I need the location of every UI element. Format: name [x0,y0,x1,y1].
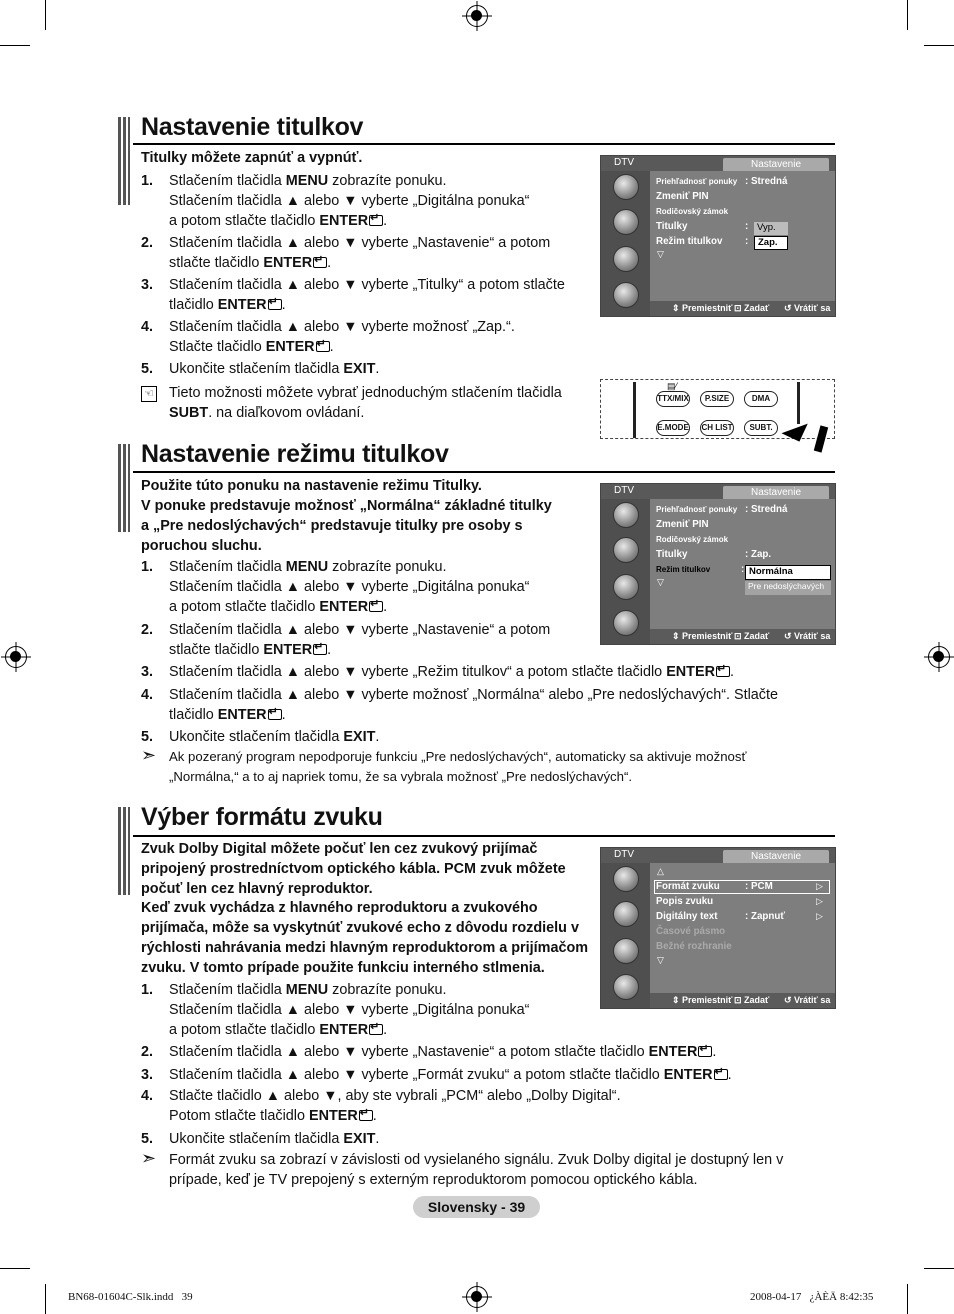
osd-menu-audio-format [600,847,836,1009]
page-number-label: Slovensky - 39 [413,1196,540,1218]
section-bar [118,807,130,895]
osd-option: Pre nedoslýchavých [745,581,831,595]
up-triangle-icon: △ [657,866,664,876]
text-segment: Stlačením tlačidla ▲ alebo ▼ vyberte možnosť „Zap.“. [169,319,515,335]
text-segment: zobrazíte ponuku. [328,559,447,575]
osd-footer-back: ↺ Vrátiť sa [784,303,831,313]
text-segment: Stlačením tlačidla ▲ alebo ▼ vyberte „Digitálna ponuka“ [169,579,530,595]
osd-dtv-label: DTV [614,485,634,496]
text-segment: „Normálna,“ a to aj napriek tomu, že sa vybrala možnosť „Pre nedoslýchavých“. [169,769,633,784]
text-line [169,191,529,211]
text-segment: ENTER [263,642,313,658]
osd-row: Priehľadnosť ponuky [656,177,738,186]
input-icon [613,974,639,1000]
step-number: 3. [141,277,154,293]
text-line [169,1170,698,1190]
osd-value: : [745,221,749,232]
intro-text: Zvuk Dolby Digital môžete počuť len cez zvukový prijímač [141,841,538,857]
section-bar [118,444,130,532]
intro-text: a „Pre nedoslýchavých“ predstavuje titulky pre osoby s [141,518,523,534]
text-segment: . [327,255,332,271]
text-line [169,1020,387,1040]
text-segment: . [383,213,388,229]
text-line [169,767,632,787]
text-line [169,1000,529,1020]
text-segment: zobrazíte ponuku. [328,982,447,998]
osd-dtv-label: DTV [614,849,634,860]
osd-header: Nastavenie [723,486,829,499]
osd-dtv-label: DTV [614,157,634,168]
osd-value: : [745,236,749,247]
osd-footer-move: ⇕ Premiestniť [672,303,733,313]
step-number: 4. [141,319,154,335]
text-segment: MENU [285,559,329,575]
osd-footer-back: ↺ Vrátiť sa [784,995,831,1005]
crop-mark [0,45,30,46]
input-icon [613,282,639,308]
text-segment: ENTER [263,255,313,271]
text-segment: . [727,1067,732,1083]
osd-row: Rodičovský zámok [656,535,729,544]
registration-mark-icon [928,646,950,668]
text-line [169,1129,379,1149]
right-triangle-icon: ▷ [816,881,823,891]
note-arrow-icon: ➣ [141,1148,157,1168]
step-number: 1. [141,982,154,998]
text-line [169,747,746,767]
crop-mark [45,0,46,30]
text-line [169,980,447,1000]
osd-value: : Stredná [745,176,788,187]
gear-icon [613,938,639,964]
right-triangle-icon: ▷ [816,911,823,921]
osd-footer-enter: ⊡ Zadať [734,631,770,641]
text-segment: tlačidlo [169,707,218,723]
crop-mark [907,1284,908,1314]
text-segment: Ukončite stlačením tlačidla [169,729,344,745]
text-segment: Stlačením tlačidla ▲ alebo ▼ vyberte „Nastavenie“ a potom stlačte tlačidlo [169,1044,649,1060]
text-line [169,1106,377,1126]
right-triangle-icon: ▷ [816,896,823,906]
text-segment: EXIT [343,729,376,745]
text-segment: . [375,361,380,377]
osd-row: Režim titulkov [656,565,711,574]
section-title: Výber formátu zvuku [141,803,383,831]
osd-value: : PCM [745,881,773,892]
text-line [169,295,286,315]
enter-icon [268,709,282,720]
text-line [169,233,550,253]
footer-file-info: BN68-01604C-Slk.indd 39 [68,1291,193,1303]
osd-footer-back: ↺ Vrátiť sa [784,631,831,641]
gear-icon [613,574,639,600]
footer-timestamp: 2008-04-17 ¿ÀÈÄ 8:42:35 [750,1291,874,1303]
intro-text: Použite túto ponuku na nastavenie režimu Titulky. [141,478,482,494]
text-line [169,211,387,231]
text-segment: . [329,339,334,355]
intro-text: Titulky môžete zapnúť a vypnúť. [141,150,363,166]
enter-icon [716,666,730,677]
text-segment: a potom stlačte tlačidlo [169,1022,320,1038]
osd-option: Vyp. [754,222,788,235]
text-segment: ENTER [319,599,369,615]
osd-header: Nastavenie [723,158,829,171]
text-line [169,275,565,295]
text-segment: a potom stlačte tlačidlo [169,599,320,615]
osd-row: Režim titulkov [656,236,723,247]
enter-icon [313,644,327,655]
text-segment: prípade, keď je TV prepojený s externým reproduktorom pomocou optického kábla. [169,1172,698,1188]
osd-row: Zmeniť PIN [656,191,709,202]
text-segment: Stlačením tlačidla ▲ alebo ▼ vyberte „Titulky“ a potom stlačte [169,277,565,293]
text-line [169,1086,621,1106]
osd-value: : Stredná [745,504,788,515]
text-segment: Ukončite stlačením tlačidla [169,361,344,377]
text-segment: MENU [285,173,329,189]
text-segment: . [383,1022,388,1038]
input-icon [613,610,639,636]
intro-text: počuť len cez hlavný reproduktor. [141,880,373,897]
remote-button: E.MODE [656,420,690,436]
text-segment: zobrazíte ponuku. [328,173,447,189]
osd-row: Popis zvuku [656,896,714,907]
text-line [169,317,515,337]
step-number: 5. [141,361,154,377]
text-segment: Stlačením tlačidla ▲ alebo ▼ vyberte „Nastavenie“ a potom [169,235,551,251]
osd-value: : Zap. [745,549,772,560]
text-line [169,403,364,423]
sound-icon [613,209,639,235]
gear-icon [613,246,639,272]
satellite-icon [613,866,639,892]
osd-option-selected: Normálna [745,565,831,580]
down-triangle-icon: ▽ [657,577,664,587]
crop-mark [45,1284,46,1314]
text-segment: . [327,642,332,658]
remote-control-illustration [600,379,835,439]
sound-icon [613,537,639,563]
text-segment: tlačidlo [169,297,218,313]
pointer-arrow-icon [781,424,812,447]
text-segment: stlačte tlačidlo [169,255,264,271]
hand-note-icon: ☜ [141,386,157,402]
text-segment: EXIT [343,1131,376,1147]
osd-row: Digitálny text [656,911,718,922]
text-segment: Stlačením tlačidla ▲ alebo ▼ vyberte „Digitálna ponuka“ [169,193,530,209]
text-line [169,253,331,273]
text-segment: a potom stlačte tlačidlo [169,213,320,229]
step-number: 2. [141,622,154,638]
down-triangle-icon: ▽ [657,249,664,259]
text-line [169,383,562,403]
text-segment: Formát zvuku sa zobrazí v závislosti od vysielaného signálu. Zvuk Dolby digital je dostupný len v [169,1152,784,1168]
enter-icon [316,341,330,352]
ttx-icon: ▤⁄ [667,381,678,391]
osd-value: : Zapnuť [745,911,786,922]
osd-row: Rodičovský zámok [656,207,729,216]
text-segment: stlačte tlačidlo [169,642,264,658]
osd-footer-enter: ⊡ Zadať [734,303,770,313]
step-number: 3. [141,664,154,680]
enter-icon [714,1069,728,1080]
osd-row: Časové pásmo [656,926,726,937]
step-number: 1. [141,559,154,575]
section-bar [118,117,130,205]
osd-row: Titulky [656,549,688,560]
down-triangle-icon: ▽ [657,955,664,965]
text-line [169,1042,716,1062]
enter-icon [698,1046,712,1057]
step-number: 1. [141,173,154,189]
text-segment: ENTER [265,339,315,355]
text-segment: . [372,1108,377,1124]
text-line [169,1150,783,1170]
note-arrow-icon: ➣ [141,745,157,765]
text-segment: Stlačením tlačidla ▲ alebo ▼ vyberte „Nastavenie“ a potom [169,622,551,638]
enter-icon [313,257,327,268]
crop-mark [924,1268,954,1269]
text-segment: Stlačením tlačidla [169,173,286,189]
intro-text: zvuku. V tomto prípade použite funkciu interného stlmenia. [141,959,545,976]
text-segment: ENTER [666,664,715,680]
enter-icon [369,601,383,612]
osd-option-selected: Zap. [754,236,788,250]
osd-value: : [741,564,745,575]
text-segment: Tieto možnosti môžete vybrať jednoduchým stlačením tlačidla [169,385,562,401]
enter-icon [359,1110,373,1121]
registration-mark-icon [5,646,27,668]
section-rule [133,471,835,473]
satellite-icon [613,502,639,528]
text-segment: Stlačením tlačidla [169,982,286,998]
enter-icon [268,299,282,310]
enter-icon [369,215,383,226]
step-number: 2. [141,235,154,251]
text-segment: . [375,1131,380,1147]
osd-row: Zmeniť PIN [656,519,709,530]
step-number: 5. [141,1131,154,1147]
text-line [169,640,331,660]
text-segment: Stlačením tlačidla ▲ alebo ▼ vyberte „Formát zvuku“ a potom stlačte tlačidlo [169,1067,664,1083]
step-number: 5. [141,729,154,745]
crop-mark [907,0,908,30]
intro-text: rýchlosti nahrávania medzi hlavným reproduktorom a prijímačom [141,940,589,956]
text-segment: . [375,729,380,745]
satellite-icon [613,174,639,200]
text-segment: Ak pozeraný program nepodporuje funkciu „Pre nedoslýchavých“, automaticky sa aktivuje možnosť [169,749,747,764]
intro-text: poruchou sluchu. [141,538,262,554]
intro-text: prijímača, môže sa vyskytnúť zvukové echo z dôvodu rozdielu v [141,920,579,937]
text-segment: . na diaľkovom ovládaní. [208,405,365,421]
text-segment: . [281,297,286,313]
text-segment: . [383,599,388,615]
text-segment: Stlačením tlačidla ▲ alebo ▼ vyberte možnosť „Normálna“ alebo „Pre nedoslýchavých“. Stlačte [169,687,778,703]
osd-row: Titulky [656,221,688,232]
text-line [169,705,286,725]
remote-button: SUBT. [744,420,778,436]
text-segment: Stlačením tlačidla ▲ alebo ▼ vyberte „Režim titulkov“ a potom stlačte tlačidlo [169,664,667,680]
section-rule [133,835,835,837]
sound-icon [613,901,639,927]
osd-footer-enter: ⊡ Zadať [734,995,770,1005]
text-segment: . [281,707,286,723]
text-segment: Stlačte tlačidlo ▲ alebo ▼, aby ste vybrali „PCM“ alebo „Dolby Digital“. [169,1088,621,1104]
step-number: 2. [141,1044,154,1060]
text-segment: ENTER [217,707,267,723]
text-line [169,1065,732,1085]
text-segment: EXIT [343,361,376,377]
text-line [169,359,379,379]
osd-row: Formát zvuku [656,881,720,892]
text-segment: . [729,664,734,680]
section-title: Nastavenie režimu titulkov [141,440,449,468]
text-segment: SUBT [169,405,209,421]
osd-footer-move: ⇕ Premiestniť [672,631,733,641]
text-line [169,685,778,705]
osd-row: Bežné rozhranie [656,941,732,952]
text-segment: ENTER [308,1108,358,1124]
text-line [169,337,334,357]
remote-button: P.SIZE [700,391,734,407]
step-number: 4. [141,1088,154,1104]
remote-button: DMA [744,391,778,407]
text-segment: . [712,1044,717,1060]
registration-mark-icon [466,1286,488,1308]
section-rule [133,143,835,145]
text-segment: ENTER [319,1022,369,1038]
text-segment: ENTER [319,213,369,229]
text-segment: Stlačením tlačidla ▲ alebo ▼ vyberte „Digitálna ponuka“ [169,1002,530,1018]
text-segment: MENU [285,982,329,998]
text-line [169,620,550,640]
text-line [169,171,447,191]
step-number: 4. [141,687,154,703]
text-line [169,727,379,747]
text-segment: Potom stlačte tlačidlo [169,1108,309,1124]
intro-text: Keď zvuk vychádza z hlavného reproduktoru a zvukového [141,900,538,917]
osd-menu-subtitle-mode [600,483,836,645]
text-segment: ENTER [663,1067,713,1083]
remote-button: TTX/MIX [656,391,690,407]
registration-mark-icon [466,5,488,27]
text-segment: Ukončite stlačením tlačidla [169,1131,344,1147]
text-segment: ENTER [648,1044,698,1060]
osd-footer-move: ⇕ Premiestniť [672,995,733,1005]
remote-button: CH LIST [700,420,734,436]
enter-icon [369,1024,383,1035]
osd-menu-subtitles [600,155,836,317]
step-number: 3. [141,1067,154,1083]
section-title: Nastavenie titulkov [141,113,364,141]
text-line [169,577,529,597]
osd-row: Priehľadnosť ponuky [656,505,738,514]
intro-text: V ponuke predstavuje možnosť „Normálna“ základné titulky [141,498,552,514]
text-segment: Stlačením tlačidla [169,559,286,575]
text-line [169,597,387,617]
text-line [169,662,734,682]
osd-header: Nastavenie [723,850,829,863]
intro-text: pripojený prostredníctvom optického kábla. PCM zvuk môžete [141,860,566,877]
text-line [169,557,447,577]
text-segment: Stlačte tlačidlo [169,339,266,355]
crop-mark [0,1268,30,1269]
text-segment: ENTER [217,297,267,313]
crop-mark [924,45,954,46]
